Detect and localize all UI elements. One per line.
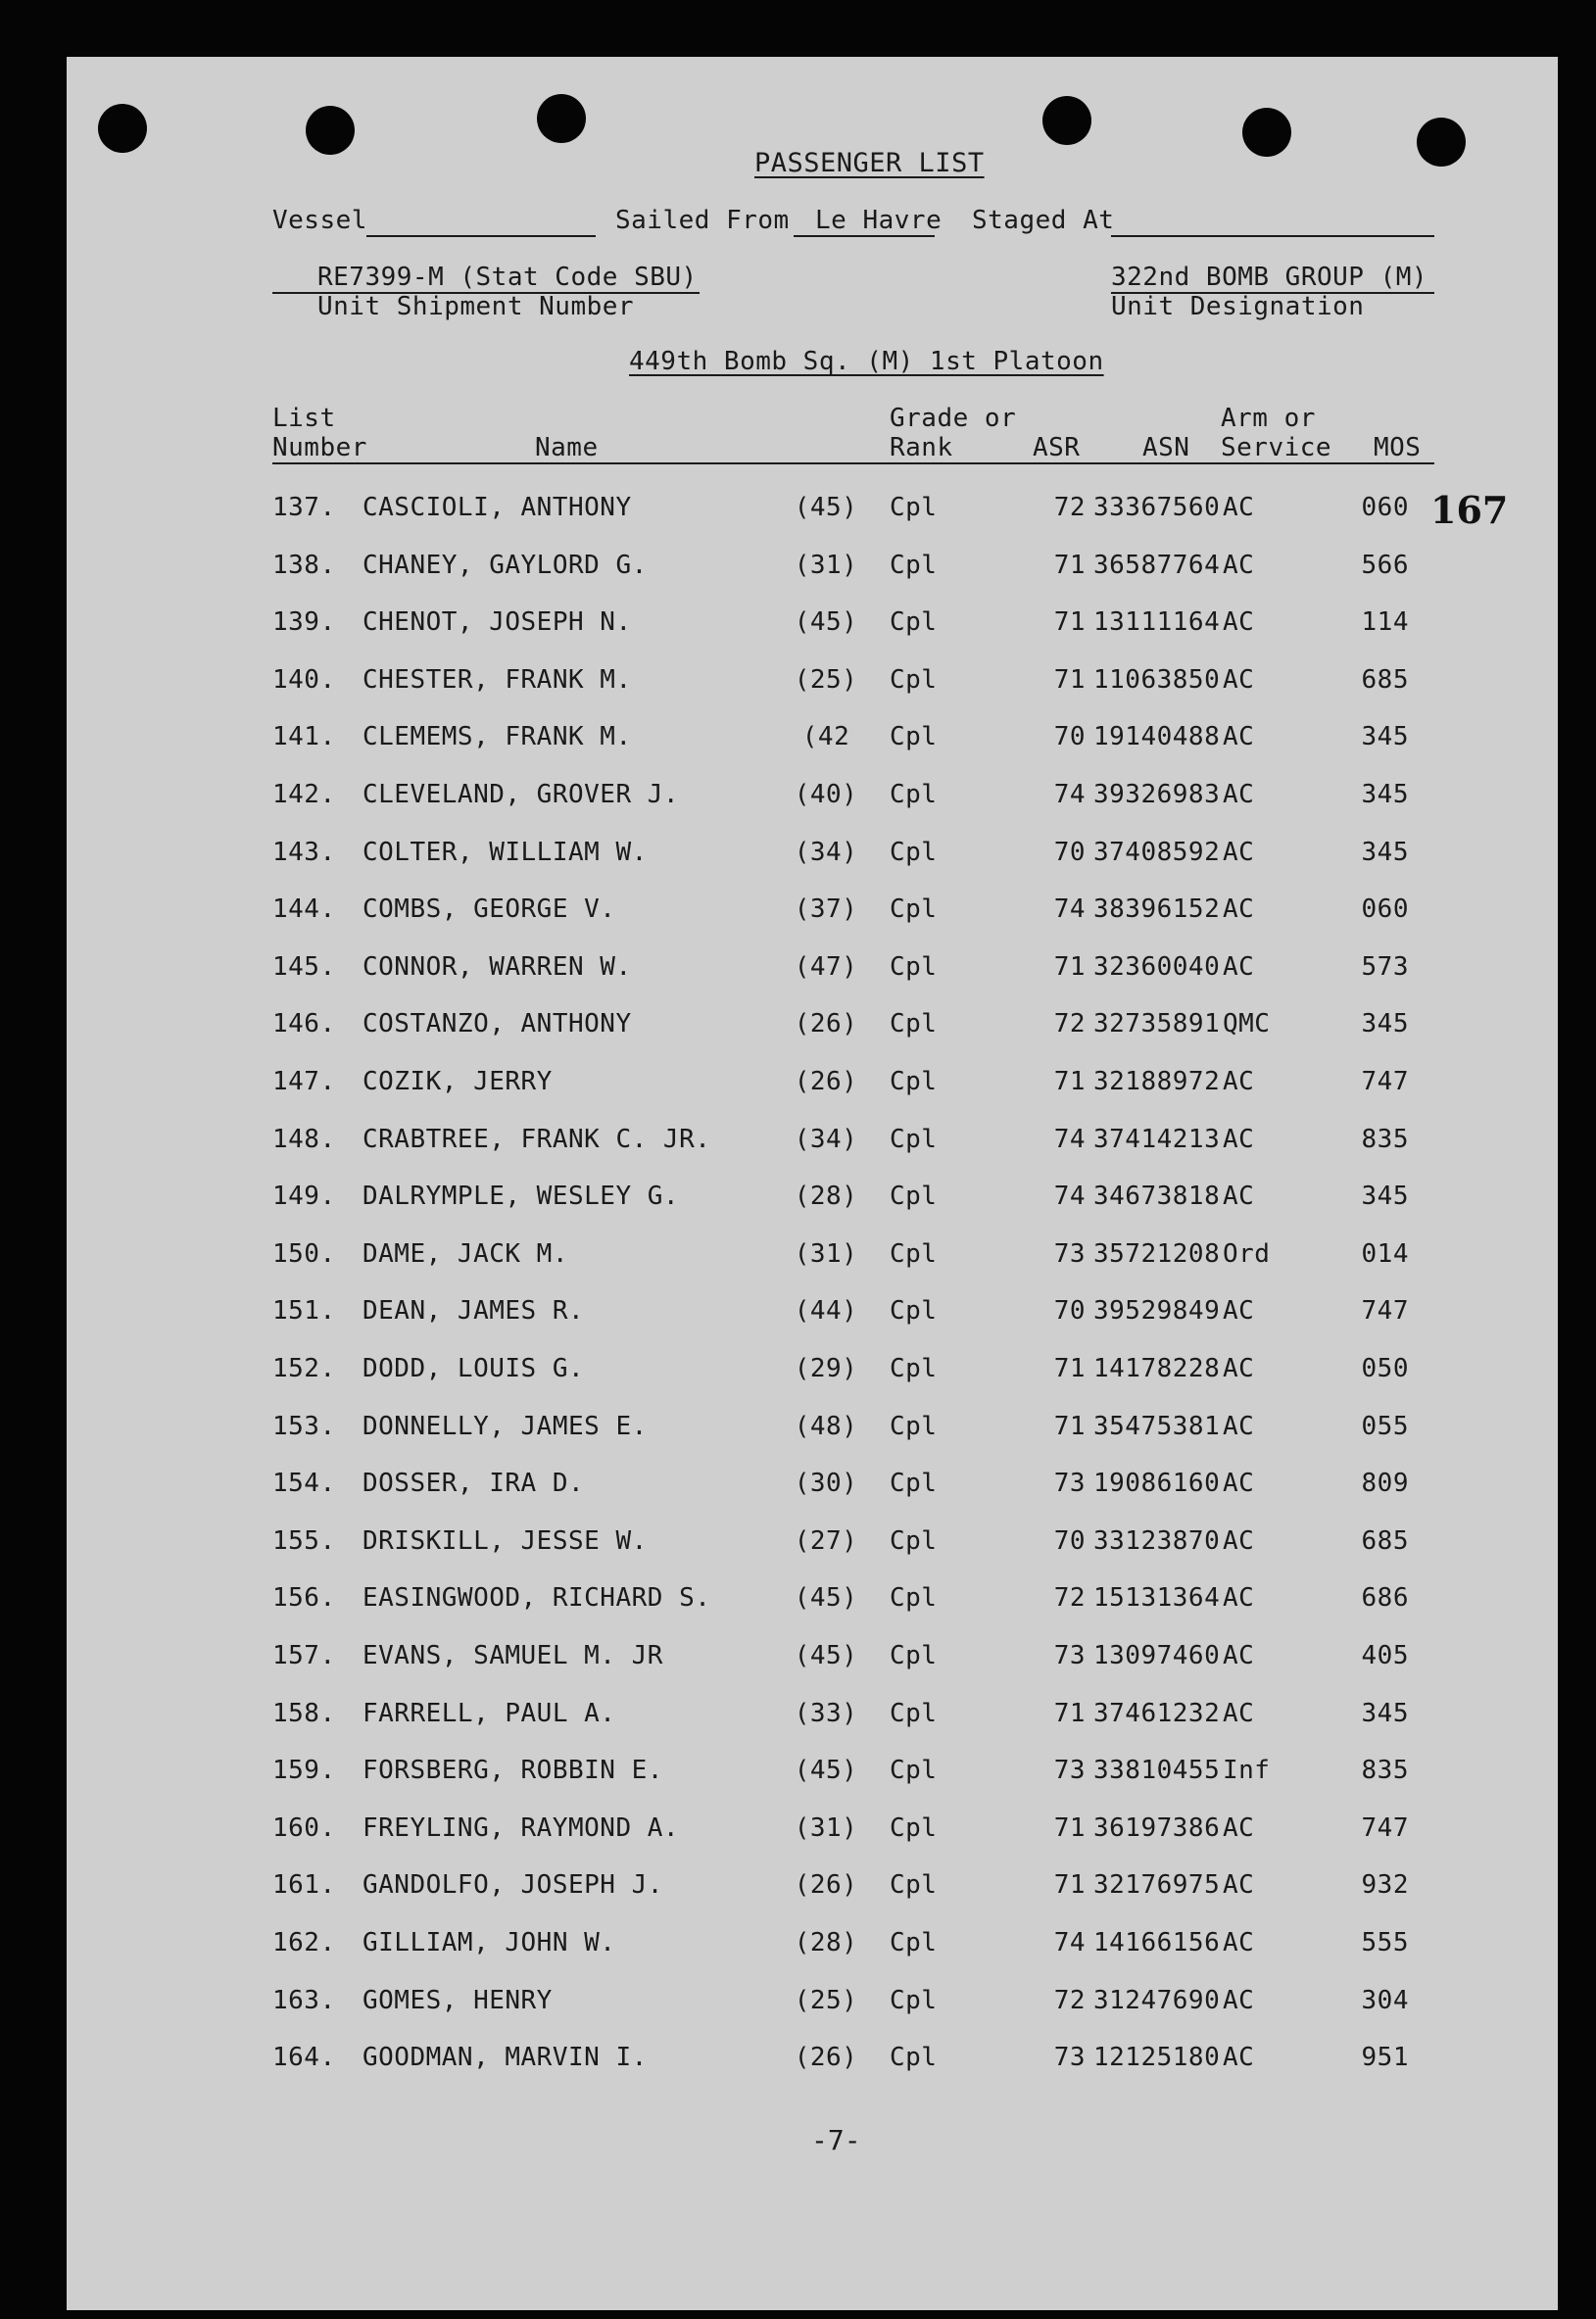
header-list-number-2: Number [272, 433, 367, 462]
age-cell: (29) [794, 1354, 858, 1383]
arm-service-cell: AC [1223, 1870, 1255, 1901]
asn-cell: 32360040 [1093, 951, 1221, 982]
mos-cell: 405 [1361, 1641, 1409, 1670]
grade-cell: Cpl [890, 1296, 938, 1327]
passenger-name-cell: FARRELL, PAUL A. [363, 1698, 616, 1728]
table-row [67, 1578, 1558, 1618]
age-cell: (47) [794, 951, 858, 982]
asn-cell: 19086160 [1093, 1469, 1221, 1499]
mos-cell: 685 [1361, 1525, 1409, 1556]
asr-cell: 74 [1053, 780, 1086, 809]
asr-cell: 71 [1053, 1812, 1086, 1843]
passenger-name-cell: COZIK, JERRY [363, 1067, 553, 1096]
list-number-cell: 144. [272, 894, 336, 925]
passenger-name-cell: CHESTER, FRANK M. [363, 664, 632, 695]
age-cell: (26) [794, 2043, 858, 2073]
subunit-title: 449th Bomb Sq. (M) 1st Platoon [629, 347, 1104, 376]
asn-cell: 39326983 [1093, 780, 1221, 809]
asn-cell: 31247690 [1093, 1985, 1221, 2015]
vessel-label: Vessel [272, 206, 367, 235]
asn-cell: 36197386 [1093, 1812, 1221, 1843]
arm-service-cell: AC [1223, 1641, 1255, 1670]
arm-service-cell: AC [1223, 1124, 1255, 1154]
asn-cell: 34673818 [1093, 1182, 1221, 1212]
grade-cell: Cpl [890, 1525, 938, 1556]
grade-cell: Cpl [890, 837, 938, 867]
age-cell: (48) [794, 1411, 858, 1441]
passenger-name-cell: DOSSER, IRA D. [363, 1469, 585, 1499]
list-number-cell: 154. [272, 1469, 336, 1499]
asr-cell: 72 [1053, 1583, 1086, 1614]
age-cell: (45) [794, 607, 858, 638]
arm-service-cell: AC [1223, 1469, 1255, 1499]
arm-service-cell: AC [1223, 951, 1255, 982]
table-row [67, 1636, 1558, 1675]
age-cell: (34) [794, 837, 858, 867]
mos-cell: 951 [1361, 2043, 1409, 2073]
list-number-cell: 164. [272, 2043, 336, 2073]
asn-cell: 39529849 [1093, 1296, 1221, 1327]
list-number-cell: 140. [272, 664, 336, 695]
staged-at-line [1111, 235, 1434, 237]
asn-cell: 37408592 [1093, 837, 1221, 867]
age-cell: (40) [794, 780, 858, 809]
grade-cell: Cpl [890, 1641, 938, 1670]
mos-cell: 014 [1361, 1238, 1409, 1269]
arm-service-cell: AC [1223, 1583, 1255, 1614]
arm-service-cell: AC [1223, 1067, 1255, 1096]
mos-cell: 555 [1361, 1928, 1409, 1957]
punch-hole-5 [1242, 108, 1291, 157]
arm-service-cell: AC [1223, 607, 1255, 638]
asn-cell: 33367560 [1093, 493, 1221, 522]
asn-cell: 32188972 [1093, 1067, 1221, 1096]
grade-cell: Cpl [890, 1583, 938, 1614]
header-asr: ASR [1033, 433, 1081, 462]
mos-cell: 304 [1361, 1985, 1409, 2015]
asr-cell: 74 [1053, 1928, 1086, 1957]
punch-hole-6 [1417, 118, 1466, 167]
table-row [67, 546, 1558, 585]
list-number-cell: 143. [272, 837, 336, 867]
unit-shipment-number-label: Unit Shipment Number [317, 292, 635, 321]
arm-service-cell: AC [1223, 1296, 1255, 1327]
age-cell: (45) [794, 1641, 858, 1670]
asn-cell: 19140488 [1093, 722, 1221, 752]
asn-cell: 14166156 [1093, 1928, 1221, 1957]
age-cell: (30) [794, 1469, 858, 1499]
asn-cell: 37414213 [1093, 1124, 1221, 1154]
age-cell: (31) [794, 1238, 858, 1269]
staged-at-label: Staged At [972, 206, 1115, 235]
sailed-from-value: Le Havre [815, 206, 943, 235]
list-number-cell: 145. [272, 951, 336, 982]
mos-cell: 685 [1361, 664, 1409, 695]
passenger-name-cell: GANDOLFO, JOSEPH J. [363, 1870, 663, 1901]
arm-service-cell: AC [1223, 1812, 1255, 1843]
passenger-name-cell: CRABTREE, FRANK C. JR. [363, 1124, 711, 1154]
asr-cell: 71 [1053, 550, 1086, 580]
punch-hole-1 [98, 104, 147, 153]
table-row [67, 1349, 1558, 1388]
mos-cell: 060 [1361, 493, 1409, 522]
age-cell: (33) [794, 1698, 858, 1728]
mos-cell: 835 [1361, 1756, 1409, 1786]
list-number-cell: 151. [272, 1296, 336, 1327]
asn-cell: 38396152 [1093, 894, 1221, 925]
asr-cell: 73 [1053, 1238, 1086, 1269]
asn-cell: 13097460 [1093, 1641, 1221, 1670]
table-row [67, 1981, 1558, 2020]
asr-cell: 74 [1053, 1182, 1086, 1212]
punch-hole-2 [306, 106, 355, 155]
asr-cell: 71 [1053, 1411, 1086, 1441]
grade-cell: Cpl [890, 1870, 938, 1901]
asn-cell: 14178228 [1093, 1354, 1221, 1383]
list-number-cell: 157. [272, 1641, 336, 1670]
list-number-cell: 147. [272, 1067, 336, 1096]
asr-cell: 73 [1053, 1641, 1086, 1670]
passenger-name-cell: DAME, JACK M. [363, 1238, 568, 1269]
list-number-cell: 161. [272, 1870, 336, 1901]
asr-cell: 70 [1053, 1296, 1086, 1327]
list-number-cell: 141. [272, 722, 336, 752]
mos-cell: 345 [1361, 722, 1409, 752]
asn-cell: 35721208 [1093, 1238, 1221, 1269]
mos-cell: 050 [1361, 1354, 1409, 1383]
mos-cell: 060 [1361, 894, 1409, 925]
list-number-cell: 146. [272, 1009, 336, 1039]
header-asn: ASN [1142, 433, 1190, 462]
asr-cell: 73 [1053, 2043, 1086, 2073]
passenger-name-cell: GOMES, HENRY [363, 1985, 553, 2015]
header-arm-2: Service [1221, 433, 1332, 462]
age-cell: (28) [794, 1182, 858, 1212]
asn-cell: 13111164 [1093, 607, 1221, 638]
table-row [67, 1177, 1558, 1216]
page-stamp-number: 167 [1430, 488, 1509, 532]
mos-cell: 345 [1361, 837, 1409, 867]
asr-cell: 71 [1053, 1870, 1086, 1901]
grade-cell: Cpl [890, 1812, 938, 1843]
header-name: Name [535, 433, 599, 462]
asr-cell: 73 [1053, 1469, 1086, 1499]
grade-cell: Cpl [890, 1411, 938, 1441]
list-number-cell: 139. [272, 607, 336, 638]
mos-cell: 345 [1361, 1009, 1409, 1039]
mos-cell: 686 [1361, 1583, 1409, 1614]
header-arm-1: Arm or [1221, 404, 1316, 433]
table-row [67, 1865, 1558, 1905]
age-cell: (45) [794, 493, 858, 522]
table-row [67, 1234, 1558, 1274]
passenger-name-cell: COMBS, GEORGE V. [363, 894, 616, 925]
list-number-cell: 163. [272, 1985, 336, 2015]
asr-cell: 72 [1053, 1985, 1086, 2015]
grade-cell: Cpl [890, 1354, 938, 1383]
asr-cell: 71 [1053, 1698, 1086, 1728]
age-cell: (26) [794, 1009, 858, 1039]
header-mos: MOS [1374, 433, 1422, 462]
passenger-name-cell: DONNELLY, JAMES E. [363, 1411, 648, 1441]
arm-service-cell: AC [1223, 2043, 1255, 2073]
vessel-line [366, 235, 596, 237]
grade-cell: Cpl [890, 894, 938, 925]
list-number-cell: 137. [272, 493, 336, 522]
unit-shipment-number-value: RE7399-M (Stat Code SBU) [317, 263, 698, 292]
grade-cell: Cpl [890, 780, 938, 809]
asr-cell: 70 [1053, 722, 1086, 752]
passenger-name-cell: FREYLING, RAYMOND A. [363, 1812, 680, 1843]
list-number-cell: 162. [272, 1928, 336, 1957]
grade-cell: Cpl [890, 607, 938, 638]
arm-service-cell: AC [1223, 1698, 1255, 1728]
table-row [67, 660, 1558, 700]
age-cell: (28) [794, 1928, 858, 1957]
arm-service-cell: AC [1223, 722, 1255, 752]
table-row [67, 1062, 1558, 1101]
table-row [67, 775, 1558, 814]
unit-designation-value: 322nd BOMB GROUP (M) [1111, 263, 1428, 292]
passenger-name-cell: DEAN, JAMES R. [363, 1296, 585, 1327]
arm-service-cell: AC [1223, 1985, 1255, 2015]
arm-service-cell: AC [1223, 1354, 1255, 1383]
table-row [67, 1291, 1558, 1330]
passenger-name-cell: DODD, LOUIS G. [363, 1354, 585, 1383]
mos-cell: 809 [1361, 1469, 1409, 1499]
page-number: -7- [811, 2124, 861, 2156]
grade-cell: Cpl [890, 722, 938, 752]
table-row [67, 833, 1558, 872]
table-row [67, 947, 1558, 987]
passenger-name-cell: CLEVELAND, GROVER J. [363, 780, 680, 809]
asr-cell: 72 [1053, 1009, 1086, 1039]
age-cell: (45) [794, 1756, 858, 1786]
asn-cell: 32735891 [1093, 1009, 1221, 1039]
grade-cell: Cpl [890, 1698, 938, 1728]
arm-service-cell: Ord [1223, 1238, 1271, 1269]
grade-cell: Cpl [890, 2043, 938, 2073]
passenger-name-cell: CHANEY, GAYLORD G. [363, 550, 648, 580]
arm-service-cell: AC [1223, 837, 1255, 867]
passenger-name-cell: CLEMEMS, FRANK M. [363, 722, 632, 752]
grade-cell: Cpl [890, 1124, 938, 1154]
grade-cell: Cpl [890, 664, 938, 695]
list-number-cell: 152. [272, 1354, 336, 1383]
asr-cell: 71 [1053, 951, 1086, 982]
age-cell: (42 [801, 722, 850, 752]
asr-cell: 71 [1053, 1067, 1086, 1096]
asn-cell: 11063850 [1093, 664, 1221, 695]
punch-hole-3 [537, 94, 586, 143]
grade-cell: Cpl [890, 1182, 938, 1212]
age-cell: (26) [794, 1067, 858, 1096]
asr-cell: 72 [1053, 493, 1086, 522]
age-cell: (31) [794, 1812, 858, 1843]
unit-designation-label: Unit Designation [1111, 292, 1365, 321]
asn-cell: 12125180 [1093, 2043, 1221, 2073]
arm-service-cell: AC [1223, 550, 1255, 580]
list-number-cell: 156. [272, 1583, 336, 1614]
table-row [67, 890, 1558, 929]
mos-cell: 747 [1361, 1812, 1409, 1843]
asr-cell: 73 [1053, 1756, 1086, 1786]
age-cell: (25) [794, 1985, 858, 2015]
age-cell: (34) [794, 1124, 858, 1154]
arm-service-cell: QMC [1223, 1009, 1271, 1039]
passenger-name-cell: DRISKILL, JESSE W. [363, 1525, 648, 1556]
arm-service-cell: AC [1223, 894, 1255, 925]
mos-cell: 345 [1361, 1182, 1409, 1212]
list-number-cell: 148. [272, 1124, 336, 1154]
age-cell: (31) [794, 550, 858, 580]
mos-cell: 747 [1361, 1296, 1409, 1327]
grade-cell: Cpl [890, 1928, 938, 1957]
list-number-cell: 142. [272, 780, 336, 809]
header-list-number-1: List [272, 404, 336, 433]
age-cell: (27) [794, 1525, 858, 1556]
grade-cell: Cpl [890, 1009, 938, 1039]
mos-cell: 114 [1361, 607, 1409, 638]
asr-cell: 74 [1053, 894, 1086, 925]
document-page [67, 57, 1558, 2310]
asn-cell: 37461232 [1093, 1698, 1221, 1728]
grade-cell: Cpl [890, 493, 938, 522]
grade-cell: Cpl [890, 1756, 938, 1786]
arm-service-cell: AC [1223, 1928, 1255, 1957]
age-cell: (45) [794, 1583, 858, 1614]
arm-service-cell: AC [1223, 1525, 1255, 1556]
grade-cell: Cpl [890, 1067, 938, 1096]
age-cell: (37) [794, 894, 858, 925]
passenger-name-cell: EVANS, SAMUEL M. JR [363, 1641, 663, 1670]
sailed-from-line [794, 235, 935, 237]
grade-cell: Cpl [890, 1985, 938, 2015]
asr-cell: 74 [1053, 1124, 1086, 1154]
table-row [67, 1120, 1558, 1159]
passenger-name-cell: EASINGWOOD, RICHARD S. [363, 1583, 711, 1614]
table-row [67, 1923, 1558, 1962]
mos-cell: 932 [1361, 1870, 1409, 1901]
list-number-cell: 158. [272, 1698, 336, 1728]
passenger-name-cell: COLTER, WILLIAM W. [363, 837, 648, 867]
table-row [67, 1751, 1558, 1790]
passenger-name-cell: GOODMAN, MARVIN I. [363, 2043, 648, 2073]
age-cell: (44) [794, 1296, 858, 1327]
table-row [67, 1522, 1558, 1561]
header-rule [272, 462, 1434, 464]
arm-service-cell: AC [1223, 493, 1255, 522]
asn-cell: 33123870 [1093, 1525, 1221, 1556]
header-grade-2: Rank [890, 433, 953, 462]
asn-cell: 36587764 [1093, 550, 1221, 580]
table-row [67, 488, 1558, 527]
list-number-cell: 159. [272, 1756, 336, 1786]
asr-cell: 70 [1053, 1525, 1086, 1556]
passenger-name-cell: COSTANZO, ANTHONY [363, 1009, 632, 1039]
list-number-cell: 149. [272, 1182, 336, 1212]
asr-cell: 70 [1053, 837, 1086, 867]
grade-cell: Cpl [890, 1469, 938, 1499]
grade-cell: Cpl [890, 1238, 938, 1269]
list-number-cell: 138. [272, 550, 336, 580]
table-row [67, 1464, 1558, 1503]
list-number-cell: 155. [272, 1525, 336, 1556]
mos-cell: 566 [1361, 550, 1409, 580]
table-row [67, 2038, 1558, 2077]
passenger-name-cell: CONNOR, WARREN W. [363, 951, 632, 982]
passenger-name-cell: FORSBERG, ROBBIN E. [363, 1756, 663, 1786]
mos-cell: 055 [1361, 1411, 1409, 1441]
table-row [67, 1809, 1558, 1848]
passenger-name-cell: CHENOT, JOSEPH N. [363, 607, 632, 638]
asn-cell: 32176975 [1093, 1870, 1221, 1901]
age-cell: (25) [794, 664, 858, 695]
asr-cell: 71 [1053, 1354, 1086, 1383]
mos-cell: 345 [1361, 780, 1409, 809]
age-cell: (26) [794, 1870, 858, 1901]
list-number-cell: 153. [272, 1411, 336, 1441]
header-grade-1: Grade or [890, 404, 1017, 433]
sailed-from-label: Sailed From [615, 206, 790, 235]
asn-cell: 33810455 [1093, 1756, 1221, 1786]
asr-cell: 71 [1053, 664, 1086, 695]
arm-service-cell: Inf [1223, 1756, 1271, 1786]
arm-service-cell: AC [1223, 1182, 1255, 1212]
table-row [67, 717, 1558, 756]
table-row [67, 1407, 1558, 1446]
arm-service-cell: AC [1223, 664, 1255, 695]
grade-cell: Cpl [890, 951, 938, 982]
mos-cell: 573 [1361, 951, 1409, 982]
mos-cell: 835 [1361, 1124, 1409, 1154]
asn-cell: 35475381 [1093, 1411, 1221, 1441]
asn-cell: 15131364 [1093, 1583, 1221, 1614]
passenger-name-cell: CASCIOLI, ANTHONY [363, 493, 632, 522]
list-number-cell: 160. [272, 1812, 336, 1843]
page-title: PASSENGER LIST [754, 148, 985, 178]
punch-hole-4 [1042, 96, 1091, 145]
table-row [67, 603, 1558, 642]
passenger-name-cell: DALRYMPLE, WESLEY G. [363, 1182, 680, 1212]
table-row [67, 1004, 1558, 1043]
arm-service-cell: AC [1223, 780, 1255, 809]
grade-cell: Cpl [890, 550, 938, 580]
mos-cell: 345 [1361, 1698, 1409, 1728]
table-row [67, 1694, 1558, 1733]
arm-service-cell: AC [1223, 1411, 1255, 1441]
list-number-cell: 150. [272, 1238, 336, 1269]
asr-cell: 71 [1053, 607, 1086, 638]
mos-cell: 747 [1361, 1067, 1409, 1096]
passenger-name-cell: GILLIAM, JOHN W. [363, 1928, 616, 1957]
